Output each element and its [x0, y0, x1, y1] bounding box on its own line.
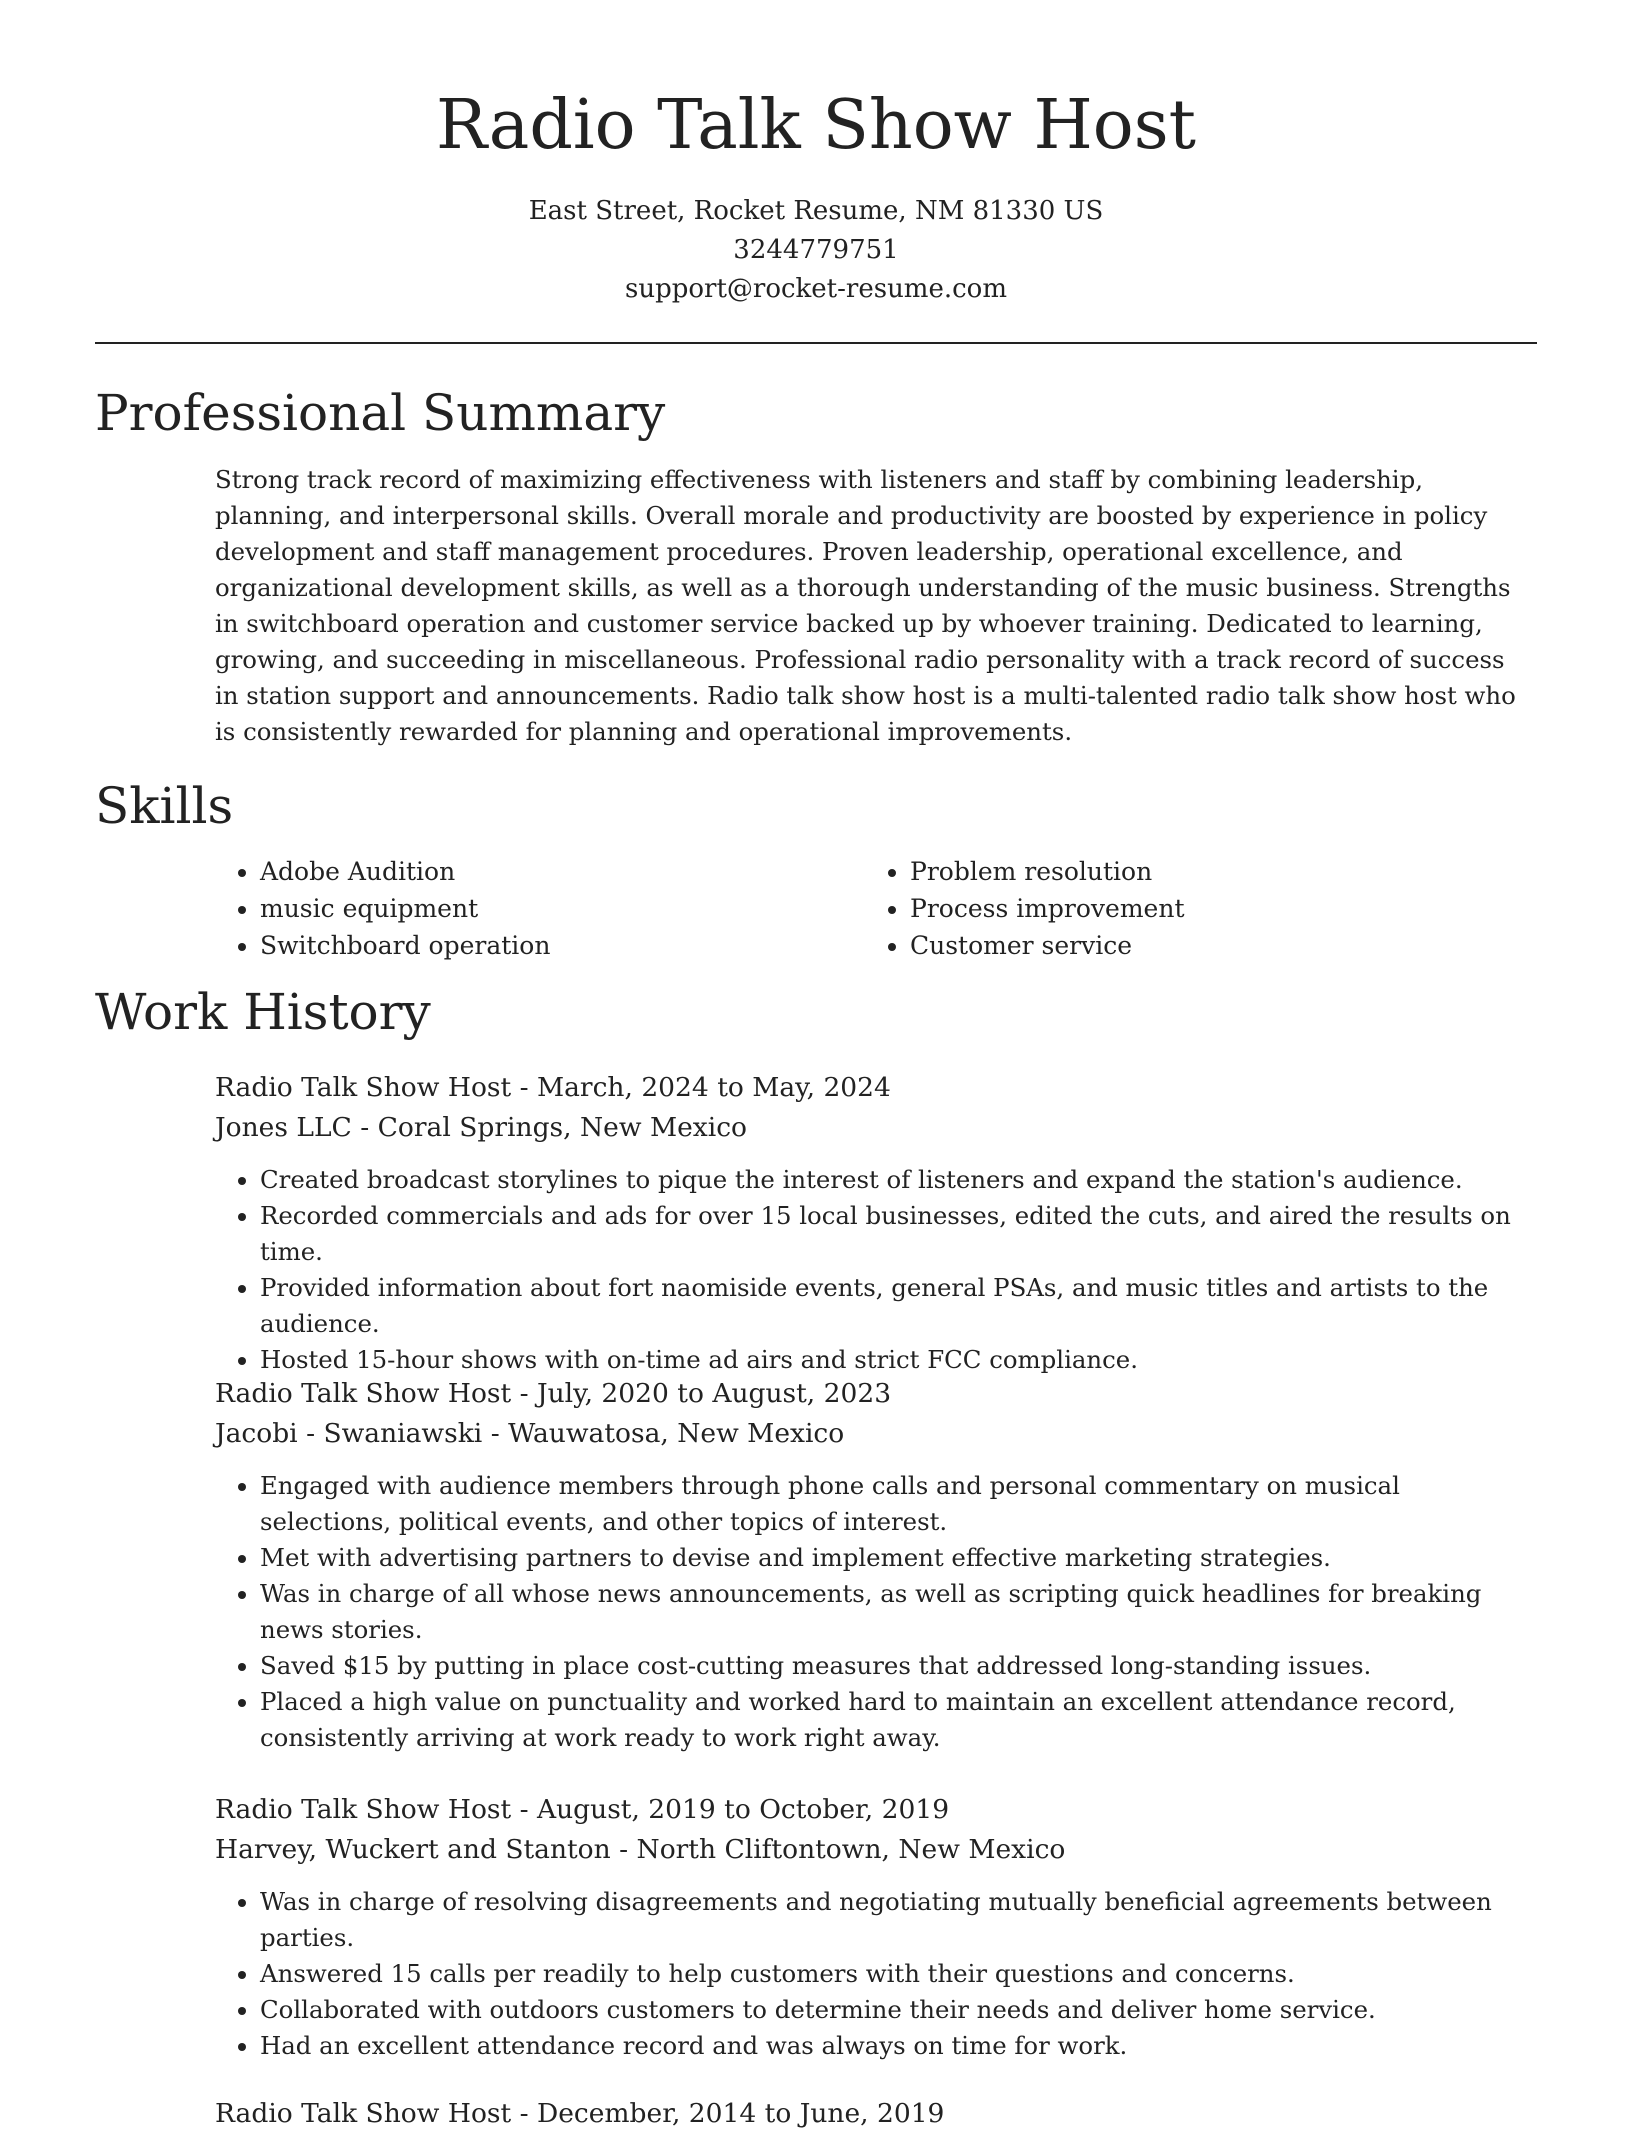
- skills-column-right: [865, 853, 1515, 964]
- job-company: Jones LLC: [215, 1112, 352, 1143]
- job-dates: August, 2019 to October, 2019: [536, 1794, 950, 1825]
- job-role: Radio Talk Show Host: [215, 1794, 512, 1825]
- job-bullets: [215, 1884, 1535, 2064]
- job-bullet: • Had an excellent attendance record and was always on time for work.: [260, 2028, 1535, 2064]
- job-dates: July, 2020 to August, 2023: [536, 1378, 892, 1409]
- work-history-heading: Work History: [95, 983, 431, 1041]
- skill-item: • Problem resolution: [910, 853, 1515, 890]
- job-entry: [215, 1068, 1535, 1378]
- job-location: North Cliftontown, New Mexico: [636, 1834, 1066, 1865]
- summary-text: Strong track record of maximizing effectiveness with listeners and staff by combining leadership, planning, and interpersonal skills. Overall morale and productivity are boosted by experience in policy development and staff management procedures. Proven leadership, operational excellence, and organizational development skills, as well as a thorough understanding of the music business. Strengths in switchboard operation and customer service backed up by whoever training. Dedicated to learning, growing, and succeeding in miscellaneous. Professional radio personality with a track record of success in station support and announcements. Radio talk show host is a multi-talented radio talk show host who is consistently rewarded for planning and operational improvements.: [215, 465, 1516, 746]
- job-company: Harvey, Wuckert and Stanton: [215, 1834, 611, 1865]
- contact-info: [0, 192, 1632, 309]
- email: support@rocket-resume.com: [624, 274, 1007, 304]
- job-bullet: • Provided information about fort naomiside events, general PSAs, and music titles and artists to the audience.: [260, 1270, 1535, 1342]
- resume-header: [0, 0, 1632, 309]
- skill-item: • Switchboard operation: [260, 927, 865, 964]
- skills-list: [215, 853, 1535, 964]
- job-company-line: Jacobi - Swaniawski - Wauwatosa, New Mexico: [215, 1418, 845, 1449]
- address: East Street, Rocket Resume, NM 81330 US: [528, 196, 1104, 226]
- job-bullet: • Saved $15 by putting in place cost-cutting measures that addressed long-standing issues.: [260, 1648, 1535, 1684]
- job-role: Radio Talk Show Host: [215, 1378, 512, 1409]
- skill-item: • music equipment: [260, 890, 865, 927]
- job-dates: December, 2014 to June, 2019: [536, 2098, 945, 2129]
- header-divider: [95, 342, 1537, 344]
- job-role: Radio Talk Show Host: [215, 2098, 512, 2129]
- job-bullet: • Met with advertising partners to devise and implement effective marketing strategies.: [260, 1540, 1535, 1576]
- job-company-line: Harvey, Wuckert and Stanton - North Cliftontown, New Mexico: [215, 1834, 1066, 1865]
- job-entry: [215, 1790, 1535, 2064]
- skill-item: • Customer service: [910, 927, 1515, 964]
- phone: 3244779751: [733, 235, 899, 265]
- skill-item: • Adobe Audition: [260, 853, 865, 890]
- job-entry: [215, 1374, 1535, 1756]
- job-bullet: • Recorded commercials and ads for over 15 local businesses, edited the cuts, and aired the results on time.: [260, 1198, 1535, 1270]
- job-bullets: [215, 1162, 1535, 1378]
- job-bullet: • Was in charge of resolving disagreements and negotiating mutually beneficial agreements between parties.: [260, 1884, 1535, 1956]
- skills-column-left: [215, 853, 865, 964]
- job-bullet: • Was in charge of all whose news announcements, as well as scripting quick headlines for breaking news stories.: [260, 1576, 1535, 1648]
- job-role: Radio Talk Show Host: [215, 1072, 512, 1103]
- job-bullet: • Collaborated with outdoors customers to determine their needs and deliver home service.: [260, 1992, 1535, 2028]
- job-title-line: Radio Talk Show Host - August, 2019 to October, 2019: [215, 1794, 950, 1825]
- job-bullet: • Engaged with audience members through phone calls and personal commentary on musical selections, political events, and other topics of interest.: [260, 1468, 1535, 1540]
- job-entry: [215, 2094, 1535, 2134]
- job-title-line: Radio Talk Show Host - December, 2014 to June, 2019: [215, 2098, 945, 2129]
- job-location: Coral Springs, New Mexico: [377, 1112, 747, 1143]
- job-title-line: Radio Talk Show Host - March, 2024 to May, 2024: [215, 1072, 891, 1103]
- skills-heading: Skills: [95, 777, 234, 835]
- job-bullet: • Answered 15 calls per readily to help customers with their questions and concerns.: [260, 1956, 1535, 1992]
- job-bullet: • Created broadcast storylines to pique the interest of listeners and expand the station's audience.: [260, 1162, 1535, 1198]
- job-bullet: • Hosted 15-hour shows with on-time ad airs and strict FCC compliance.: [260, 1342, 1535, 1378]
- skill-item: • Process improvement: [910, 890, 1515, 927]
- job-company-line: Jones LLC - Coral Springs, New Mexico: [215, 1112, 747, 1143]
- summary-heading: Professional Summary: [95, 384, 666, 442]
- job-bullet: • Placed a high value on punctuality and worked hard to maintain an excellent attendance record, consistently arriving at work ready to work right away.: [260, 1684, 1535, 1756]
- job-bullets: [215, 1468, 1535, 1756]
- job-location: Wauwatosa, New Mexico: [508, 1418, 845, 1449]
- job-dates: March, 2024 to May, 2024: [536, 1072, 891, 1103]
- job-company: Jacobi - Swaniawski: [215, 1418, 483, 1449]
- job-title-line: Radio Talk Show Host - July, 2020 to August, 2023: [215, 1378, 892, 1409]
- candidate-name: Radio Talk Show Host: [436, 86, 1196, 165]
